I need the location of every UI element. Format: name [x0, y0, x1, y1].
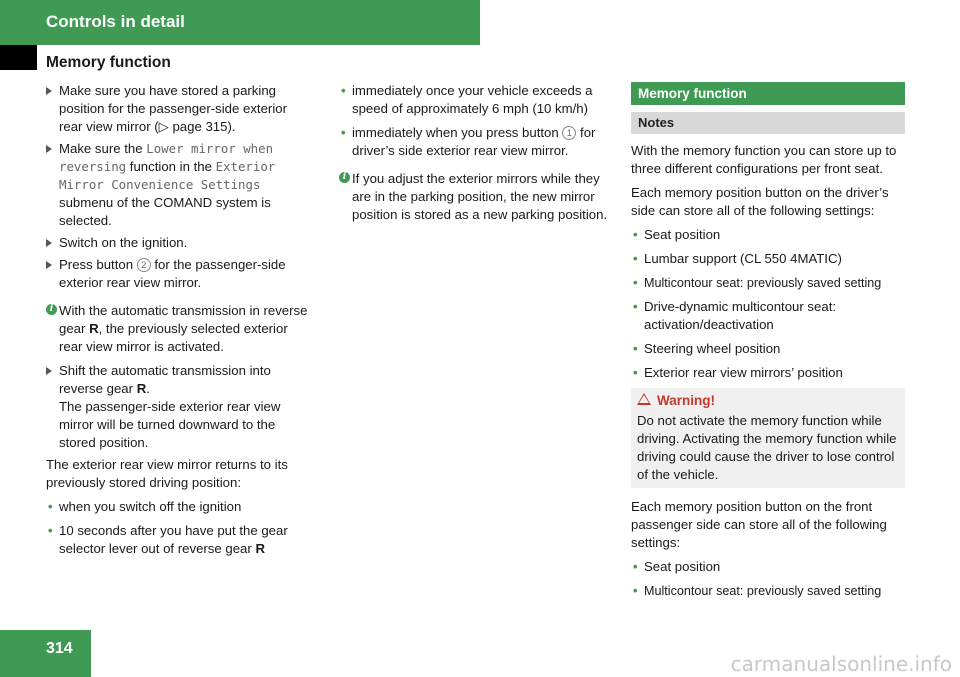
- arrow-icon: [46, 87, 52, 95]
- bullet-icon: •: [633, 559, 638, 574]
- notes-title: Notes: [631, 112, 905, 134]
- paragraph: Each memory position button on the front passenger side can store all of the following settings:: [631, 499, 887, 550]
- display-text: Lower mirror when reversing: [59, 141, 274, 174]
- warning-box: [631, 388, 905, 488]
- warning-triangle-icon: [637, 393, 651, 405]
- column-1: [46, 82, 308, 564]
- section-heading: Memory function: [46, 54, 171, 71]
- paragraph: With the memory function you can store up to three different configurations per front seat.: [631, 143, 897, 176]
- bullet-icon: •: [341, 125, 346, 140]
- list-item: • Multicontour seat: previously saved setting: [633, 583, 882, 598]
- list-item: • immediately once your vehicle exceeds a speed of approximately 6 mph (10 km/h): [341, 83, 593, 116]
- page-ref-icon: ▷: [158, 119, 169, 134]
- button-number-icon: 1: [562, 126, 576, 140]
- list-item: • Steering wheel position: [633, 341, 781, 356]
- step-item: Shift the automatic transmission into reverse gear R. The passenger-side exterior rear view mirror will be turned downward to the stored position.: [46, 362, 308, 452]
- bullet-icon: •: [633, 251, 638, 266]
- list-item: • when you switch off the ignition: [48, 499, 242, 514]
- list-item: • Seat position: [633, 559, 721, 574]
- section-marker: [0, 45, 37, 70]
- passenger-settings-list: [631, 558, 905, 600]
- bullet-icon: •: [633, 583, 638, 598]
- arrow-icon: [46, 239, 52, 247]
- paragraph: Each memory position button on the driver’s side can store all of the following settings:: [631, 185, 889, 218]
- info-icon: i: [46, 304, 57, 315]
- column-2: [339, 82, 615, 230]
- bullet-icon: •: [633, 227, 638, 242]
- list-item: • Seat position: [633, 227, 721, 242]
- warning-text: Do not activate the memory function while driving. Activating the memory function while driving could cause the driver to lose control of the vehicle.: [637, 413, 897, 482]
- info-note: i With the automatic transmission in reverse gear R, the previously selected exterior rear view mirror is activated.: [46, 302, 308, 356]
- list-item: • Drive-dynamic multicontour seat: activation/deactivation: [633, 299, 837, 332]
- list-item: • Lumbar support (CL 550 4MATIC): [633, 251, 842, 266]
- step-item: Make sure the Lower mirror when reversing function in the Exterior Mirror Convenience Settings submenu of the COMAND system is selected.: [46, 140, 308, 230]
- bullet-icon: •: [341, 83, 346, 98]
- bullet-icon: •: [633, 341, 638, 356]
- watermark: carmanualsonline.info: [730, 652, 952, 676]
- chapter-title: Controls in detail: [46, 12, 185, 31]
- button-number-icon: 2: [137, 258, 151, 272]
- bullet-icon: •: [633, 275, 638, 290]
- arrow-icon: [46, 367, 52, 375]
- info-note: i If you adjust the exterior mirrors while they are in the parking position, the new mirror position is stored as a new parking position.: [339, 170, 615, 224]
- info-icon: i: [339, 172, 350, 183]
- warning-heading: Warning!: [637, 392, 899, 410]
- column-3: [631, 82, 905, 606]
- bullet-icon: •: [48, 499, 53, 514]
- list-item: • immediately when you press button 1 for driver’s side exterior rear view mirror.: [341, 125, 596, 158]
- bullet-icon: •: [633, 365, 638, 380]
- bullet-icon: •: [633, 299, 638, 314]
- list-item: • 10 seconds after you have put the gear selector lever out of reverse gear R: [48, 523, 288, 556]
- section-title: Memory function: [631, 82, 905, 105]
- step-item: Press button 2 for the passenger-side exterior rear view mirror.: [46, 256, 308, 292]
- arrow-icon: [46, 145, 52, 153]
- display-text: Exterior Mirror Convenience Settings: [59, 159, 276, 192]
- list-item: • Multicontour seat: previously saved setting: [633, 275, 882, 290]
- bullet-icon: •: [48, 523, 53, 538]
- arrow-icon: [46, 261, 52, 269]
- driver-settings-list: [631, 226, 905, 382]
- list-item: • Exterior rear view mirrors’ position: [633, 365, 843, 380]
- step-item: Switch on the ignition.: [46, 234, 308, 252]
- paragraph: The exterior rear view mirror returns to its previously stored driving position:: [46, 457, 288, 490]
- page-number: 314: [46, 640, 73, 657]
- step-item: Make sure you have stored a parking position for the passenger-side exterior rear view mirror (▷ page 315).: [46, 82, 308, 136]
